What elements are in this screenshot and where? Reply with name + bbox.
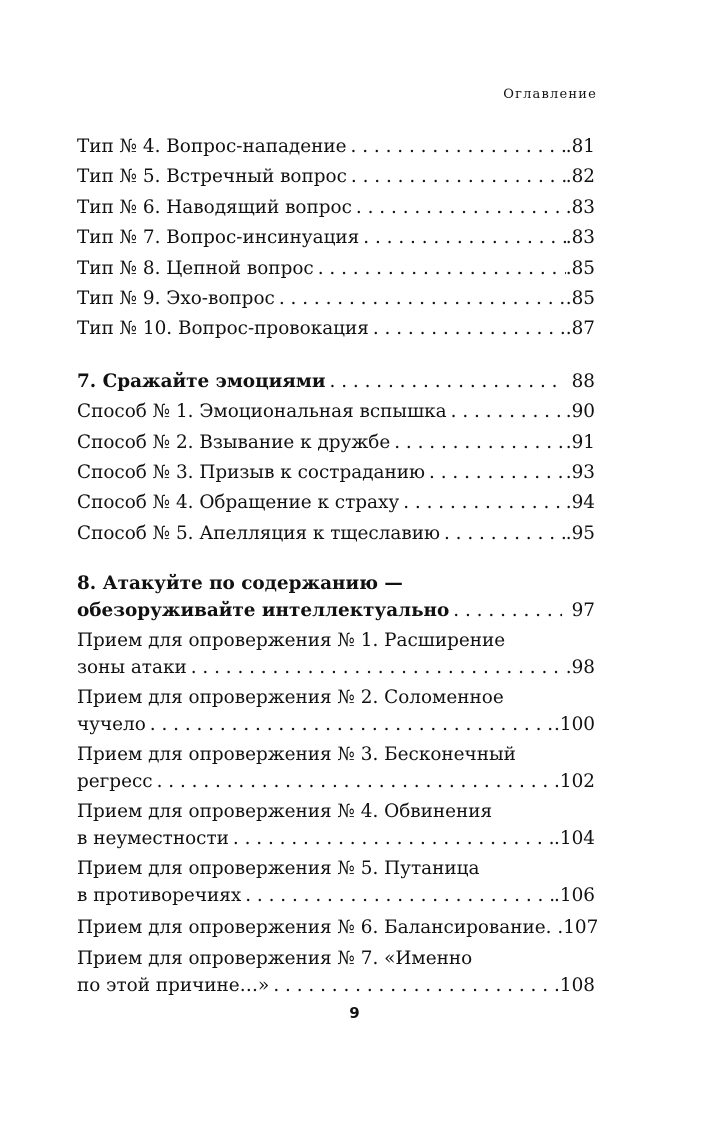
toc-entry-title: Тип № 9. Эхо-вопрос bbox=[77, 287, 275, 309]
toc-entry-title-line1: Прием для опровержения № 3. Бесконечный bbox=[77, 744, 516, 766]
toc-entry-page: .83 bbox=[565, 196, 595, 218]
leader-dots bbox=[187, 654, 566, 682]
leader-dots bbox=[326, 367, 562, 397]
toc-entry[interactable] bbox=[77, 193, 595, 223]
toc-entry-title: Тип № 5. Встречный вопрос bbox=[77, 166, 347, 188]
leader-dots bbox=[369, 314, 566, 344]
toc-entry-page: .90 bbox=[565, 401, 595, 423]
toc-entry-title-line2: в противоречиях bbox=[77, 885, 242, 907]
toc-entry[interactable] bbox=[77, 946, 595, 1000]
toc-entry-title: Тип № 8. Цепной вопрос bbox=[77, 257, 314, 279]
toc-entry-title: Тип № 10. Вопрос-провокация bbox=[77, 318, 369, 340]
toc-entry-page: .108 bbox=[554, 975, 595, 997]
leader-dots bbox=[449, 597, 561, 625]
leader-dots bbox=[241, 882, 554, 910]
toc-entry-title-line1: Прием для опровержения № 4. Обвинения bbox=[77, 801, 493, 823]
toc-entry-page: .83 bbox=[565, 227, 595, 249]
toc-entry[interactable] bbox=[77, 488, 595, 518]
leader-dots bbox=[229, 825, 554, 853]
toc-entry-page: .98 bbox=[565, 657, 595, 679]
toc-entry-page: .104 bbox=[554, 828, 595, 850]
toc-entry-page: .91 bbox=[565, 431, 595, 453]
leader-dots bbox=[347, 132, 566, 162]
toc-entry[interactable] bbox=[77, 519, 595, 549]
toc-entry[interactable] bbox=[77, 458, 595, 488]
toc-entry-title: Способ № 2. Взывание к дружбе bbox=[77, 431, 391, 453]
leader-dots bbox=[314, 254, 566, 284]
leader-dots bbox=[399, 488, 566, 518]
chapter-heading[interactable] bbox=[77, 367, 595, 397]
leader-dots bbox=[347, 162, 566, 192]
toc-entry[interactable] bbox=[77, 284, 595, 314]
table-of-contents bbox=[77, 132, 599, 1003]
toc-entry-page: .94 bbox=[565, 492, 595, 514]
toc-entry-title-line2: зоны атаки bbox=[77, 657, 187, 679]
toc-entry-page: .100 bbox=[554, 714, 595, 736]
chapter-heading[interactable] bbox=[77, 571, 595, 625]
toc-entry-title-line1: Прием для опровержения № 5. Путаница bbox=[77, 858, 480, 880]
leader-dots bbox=[390, 428, 566, 458]
toc-entry-page: .87 bbox=[565, 318, 595, 340]
leader-dots bbox=[275, 284, 566, 314]
toc-entry-page: . .107 bbox=[545, 917, 599, 939]
toc-entry[interactable] bbox=[77, 223, 595, 253]
leader-dots bbox=[440, 519, 566, 549]
leader-dots bbox=[359, 223, 565, 253]
leader-dots bbox=[447, 397, 566, 427]
toc-entry-page: .81 bbox=[565, 136, 595, 157]
leader-dots bbox=[352, 193, 566, 223]
leader-dots bbox=[425, 458, 566, 488]
toc-entry-title: Тип № 6. Наводящий вопрос bbox=[77, 196, 352, 218]
toc-entry-title-line2: регресс bbox=[77, 771, 153, 793]
toc-entry[interactable] bbox=[77, 428, 595, 458]
toc-entry-title-line1: Прием для опровержения № 2. Соломенное bbox=[77, 687, 504, 709]
toc-entry[interactable] bbox=[77, 397, 595, 427]
toc-entry-title: Тип № 7. Вопрос-инсинуация bbox=[77, 227, 360, 249]
toc-entry[interactable] bbox=[77, 132, 595, 162]
toc-entry[interactable] bbox=[77, 254, 595, 284]
toc-entry[interactable] bbox=[77, 314, 595, 344]
toc-entry-title: Способ № 1. Эмоциональная вспышка bbox=[77, 401, 447, 423]
toc-entry-title: Способ № 3. Призыв к состраданию bbox=[77, 461, 426, 483]
toc-entry[interactable] bbox=[77, 913, 599, 943]
toc-entry-title-line2: по этой причине…» bbox=[77, 975, 270, 997]
leader-dots bbox=[146, 711, 554, 739]
toc-entry-page: .93 bbox=[565, 461, 595, 483]
chapter-page: 97 bbox=[571, 600, 595, 622]
page-number: 9 bbox=[349, 1004, 360, 1022]
toc-entry[interactable] bbox=[77, 628, 595, 682]
chapter-page: 88 bbox=[571, 370, 595, 392]
toc-entry-title-line1: Прием для опровержения № 7. «Именно bbox=[77, 948, 473, 970]
toc-entry[interactable] bbox=[77, 685, 595, 739]
running-head: Оглавление bbox=[503, 87, 597, 102]
chapter-title: 7. Сражайте эмоциями bbox=[77, 370, 326, 392]
toc-entry-title: Способ № 5. Апелляция к тщеславию bbox=[77, 522, 440, 544]
toc-entry-title-line1: Прием для опровержения № 1. Расширение bbox=[77, 630, 506, 652]
toc-entry-title: Тип № 4. Вопрос-нападение bbox=[77, 136, 347, 157]
toc-entry[interactable] bbox=[77, 799, 595, 853]
toc-entry-page: .82 bbox=[565, 166, 595, 188]
toc-entry[interactable] bbox=[77, 856, 595, 910]
toc-entry[interactable] bbox=[77, 162, 595, 192]
toc-entry-page: .85 bbox=[565, 287, 595, 309]
toc-entry-page: .106 bbox=[554, 885, 595, 907]
leader-dots bbox=[269, 972, 554, 1000]
toc-entry-title-line2: в неуместности bbox=[77, 828, 229, 850]
toc-entry-page: .95 bbox=[565, 522, 595, 544]
toc-entry-title: Прием для опровержения № 6. Балансирование bbox=[77, 917, 546, 939]
toc-entry-title: Способ № 4. Обращение к страху bbox=[77, 492, 400, 514]
toc-entry-page: .102 bbox=[554, 771, 595, 793]
chapter-title-line1: 8. Атакуйте по содержанию — bbox=[77, 573, 403, 595]
toc-entry-title-line2: чучело bbox=[77, 714, 146, 736]
leader-dots bbox=[153, 768, 554, 796]
toc-entry-page: .85 bbox=[565, 257, 595, 279]
chapter-title-line2: обезоруживайте интеллектуально bbox=[77, 600, 450, 622]
toc-entry[interactable] bbox=[77, 742, 595, 796]
